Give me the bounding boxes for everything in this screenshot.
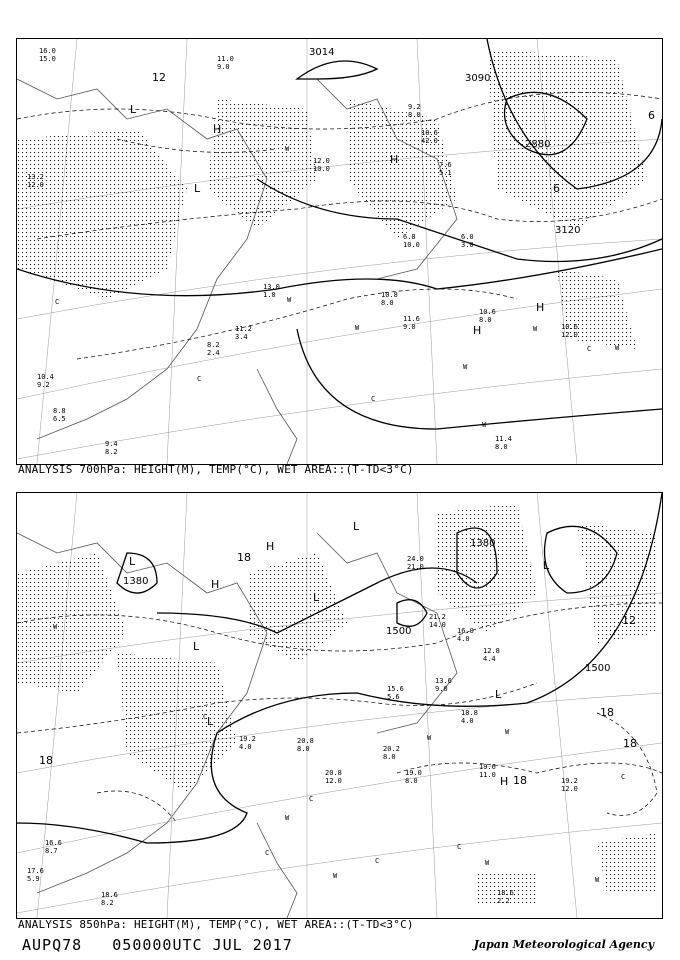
station-value: 18.8: [461, 709, 478, 717]
station-value: 15.6: [387, 685, 404, 693]
station-value: 6.0: [461, 233, 474, 241]
warm-mark: W: [285, 814, 290, 822]
station-value: 10.6: [479, 308, 496, 316]
station-value: 8.7: [45, 847, 58, 855]
station-value: 10.8: [381, 291, 398, 299]
high-center: H: [536, 301, 545, 314]
station-value: 3.0: [461, 241, 474, 249]
station-value: 14.0: [429, 621, 446, 629]
low-center: L: [129, 555, 136, 568]
station-value: 20.8: [325, 769, 342, 777]
station-value: 8.0: [297, 745, 310, 753]
station-value: 10.0: [313, 165, 330, 173]
high-center: H: [266, 540, 275, 553]
station-value: 9.2: [408, 103, 421, 111]
isotherm-label: 18: [237, 551, 251, 564]
station-value: 2.4: [207, 349, 220, 357]
station-value: 11.0: [479, 771, 496, 779]
isotherm-label: 6: [553, 182, 560, 195]
low-center: L: [495, 688, 502, 701]
isotherm-label: 6: [648, 109, 655, 122]
isotherm-label: 18: [600, 706, 614, 719]
contour-label-3014: 3014: [309, 47, 335, 58]
low-center: L: [313, 591, 320, 604]
station-value: 12.8: [483, 647, 500, 655]
station-value: 18.6: [497, 889, 514, 897]
station-value: 16.6: [45, 839, 62, 847]
station-value: 9.0: [217, 63, 230, 71]
station-value: 19.2: [239, 735, 256, 743]
agency-name: Japan Meteorological Agency: [473, 938, 654, 951]
station-value: 5.1: [439, 169, 452, 177]
caption-700hpa: ANALYSIS 700hPa: HEIGHT(M), TEMP(°C), WET AREA::(T-TD<3°C): [18, 463, 414, 476]
isotherm-label: 18: [39, 754, 53, 767]
low-center: L: [193, 640, 200, 653]
isotherm-label: 12: [622, 614, 636, 627]
station-value: 21.0: [407, 563, 424, 571]
low-center: L: [543, 559, 550, 572]
isotherm-label: 18: [513, 774, 527, 787]
isotherm-label: 18: [623, 737, 637, 750]
station-value: 13.2: [27, 173, 44, 181]
warm-mark: W: [427, 734, 432, 742]
station-value: 8.2: [105, 448, 118, 456]
station-value: 19.0: [405, 769, 422, 777]
chart-id: AUPQ78: [22, 936, 83, 954]
low-center: L: [353, 520, 360, 533]
high-center: H: [211, 578, 220, 591]
warm-mark: W: [463, 363, 468, 371]
station-value: 8.0: [381, 299, 394, 307]
contour-label-1500: 1500: [386, 626, 412, 637]
station-value: 11.6: [403, 315, 420, 323]
station-value: 4.0: [239, 743, 252, 751]
high-center: H: [213, 123, 222, 136]
station-value: 8.0: [495, 443, 508, 451]
station-value: 20.2: [383, 745, 400, 753]
contour-label-3120: 3120: [555, 225, 581, 236]
station-value: 12.0: [313, 157, 330, 165]
station-value: 17.6: [27, 867, 44, 875]
station-value: 12.0: [561, 785, 578, 793]
cold-mark: C: [265, 849, 270, 857]
station-value: 9.0: [435, 685, 448, 693]
station-value: 11.2: [235, 325, 252, 333]
station-value: 6.5: [53, 415, 66, 423]
station-value: 9.4: [105, 440, 118, 448]
map-panel-700hpa: [16, 38, 663, 465]
station-value: 3.4: [235, 333, 248, 341]
station-value: 12.0: [27, 181, 44, 189]
station-value: 10.6: [561, 323, 578, 331]
cold-mark: C: [375, 857, 380, 865]
warm-mark: W: [482, 421, 487, 429]
station-value: 11.0: [217, 55, 234, 63]
warm-mark: W: [287, 296, 292, 304]
low-center: L: [207, 715, 214, 728]
station-value: 13.6: [435, 677, 452, 685]
high-center: H: [473, 324, 482, 337]
station-value: 24.0: [407, 555, 424, 563]
map-850hpa-svg: [17, 493, 662, 918]
warm-mark: W: [355, 324, 360, 332]
cold-mark: C: [55, 298, 60, 306]
contour-label-1380: 1380: [470, 538, 496, 549]
cold-mark: C: [197, 375, 202, 383]
warm-mark: W: [333, 872, 338, 880]
station-value: 9.0: [403, 323, 416, 331]
warm-mark: W: [533, 325, 538, 333]
station-value: 4.4: [483, 655, 496, 663]
station-value: 7.6: [439, 161, 452, 169]
station-value: 8.2: [207, 341, 220, 349]
cold-mark: C: [371, 395, 376, 403]
low-center: L: [130, 103, 137, 116]
chart-header: [22, 936, 293, 954]
station-value: 16.0: [457, 627, 474, 635]
station-value: 16.0: [39, 47, 56, 55]
station-value: 10.6: [421, 129, 438, 137]
cold-mark: C: [457, 843, 462, 851]
cold-mark: C: [309, 795, 314, 803]
station-value: 21.2: [429, 613, 446, 621]
caption-850hpa: ANALYSIS 850hPa: HEIGHT(M), TEMP(°C), WET AREA::(T-TD<3°C): [18, 918, 414, 931]
map-700hpa-svg: [17, 39, 662, 464]
station-value: 9.2: [37, 381, 50, 389]
contour-label-2880: 2880: [525, 139, 551, 150]
station-value: 13.0: [263, 283, 280, 291]
map-panel-850hpa: [16, 492, 663, 919]
station-value: 5.9: [27, 875, 40, 883]
cold-mark: C: [621, 773, 626, 781]
cold-mark: C: [203, 713, 208, 721]
station-value: 4.0: [457, 635, 470, 643]
station-value: 19.6: [479, 763, 496, 771]
contour-label-3090: 3090: [465, 73, 491, 84]
warm-mark: W: [505, 728, 510, 736]
contour-label-1380: 1380: [123, 576, 149, 587]
warm-mark: W: [285, 145, 290, 153]
station-value: 6.8: [403, 233, 416, 241]
station-value: 8.8: [53, 407, 66, 415]
station-value: 8.2: [101, 899, 114, 907]
warm-mark: W: [485, 859, 490, 867]
warm-mark: W: [615, 344, 620, 352]
station-value: 15.0: [39, 55, 56, 63]
station-value: 42.0: [421, 137, 438, 145]
station-value: 10.0: [403, 241, 420, 249]
wet-area-shading: [17, 503, 657, 903]
isotherm-label: 12: [152, 71, 166, 84]
station-value: 8.0: [479, 316, 492, 324]
station-value: 20.8: [297, 737, 314, 745]
station-value: 18.6: [101, 891, 118, 899]
station-value: 11.4: [495, 435, 512, 443]
valid-time: 050000UTC JUL 2017: [112, 936, 293, 954]
warm-mark: W: [53, 623, 58, 631]
station-value: 8.0: [405, 777, 418, 785]
low-center: L: [194, 182, 201, 195]
station-value: 1.0: [263, 291, 276, 299]
warm-mark: W: [595, 876, 600, 884]
station-value: 8.0: [383, 753, 396, 761]
station-value: 2.2: [497, 897, 510, 905]
station-value: 5.6: [387, 693, 400, 701]
graticule: [17, 493, 662, 918]
station-value: 10.4: [37, 373, 54, 381]
station-value: 19.2: [561, 777, 578, 785]
high-center: H: [500, 775, 509, 788]
station-value: 12.0: [561, 331, 578, 339]
high-center: H: [390, 153, 399, 166]
station-value: 4.0: [461, 717, 474, 725]
cold-mark: C: [587, 345, 592, 353]
contour-label-1500: 1500: [585, 663, 611, 674]
station-value: 12.0: [325, 777, 342, 785]
station-value: 8.0: [408, 111, 421, 119]
